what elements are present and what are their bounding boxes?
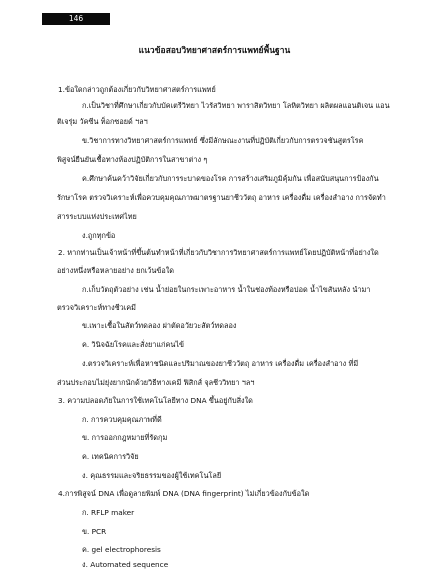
question-1-option-d: ง.ถูกทุกข้อ: [82, 231, 116, 240]
question-3: 3. ความปลอดภัยในการใช้เทคโนโลยีทาง DNA ขึ้นอยู่กับสิ่งใด: [58, 396, 253, 405]
question-2: 2. หากท่านเป็นเจ้าหน้าที่ขึ้นต้นทำหน้าที่เกี่ยวกับวิชาการวิทยาศาสตร์การแพทย์โดยปฏิบัติหน้าที่อย่างใด: [58, 248, 379, 257]
question-2-option-c: ค. วินิจฉัยโรคและสั่งยาแก่คนไข้: [82, 340, 184, 349]
question-1-option-a-cont: ติเจรุ่ม วัคซีน ท็อกซอยด์ ฯลฯ: [57, 117, 148, 126]
question-1: 1.ข้อใดกล่าวถูกต้องเกี่ยวกับวิทยาศาสตร์การแพทย์: [58, 85, 216, 94]
question-4-option-a: ก. RFLP maker: [82, 508, 135, 517]
question-1-option-a: ก.เป็นวิชาที่ศึกษาเกี่ยวกับบัคเตรีวิทยา ไวรัสวิทยา พาราสิตวิทยา โลหิตวิทยา ผลิตผลแอนติเจน แอน: [82, 101, 390, 110]
question-1-option-b: ข.วิชาการทางวิทยาศาสตร์การแพทย์ ซึ่งมีลักษณะงานที่ปฏิบัติเกี่ยวกับการตรวจชันสูตรโรค: [82, 136, 364, 145]
question-4-option-b: ข. PCR: [82, 527, 107, 536]
question-4: 4.การพิสูจน์ DNA เพื่อดูลายพิมพ์ DNA (DNA fingerprint) ไม่เกี่ยวข้องกับข้อใด: [58, 489, 310, 498]
question-2-option-b: ข.เพาะเชื้อในสัตว์ทดลอง ผ่าตัดอวัยวะสัตว์ทดลอง: [82, 321, 237, 330]
page-number-badge: 146: [42, 13, 110, 25]
question-4-option-d: ง. Automated sequence: [82, 560, 169, 569]
question-1-option-c: ค.ศึกษาค้นคว้าวิจัยเกี่ยวกับการระบาดของโรค การสร้างเสริมภูมิคุ้มกัน เพื่อสนับสนุนการป้องกัน: [82, 174, 379, 183]
question-2-option-d-cont: ส่วนประกอบไม่ยุ่งยากนักด้วยวิธีทางเคมี ฟิสิกส์ จุลชีววิทยา ฯลฯ: [57, 378, 255, 387]
question-2-option-d: ง.ตรวจวิเคราะห์เพื่อหาชนิดและปริมาณของยาชีววัตถุ อาหาร เครื่องดื่ม เครื่องสำอาง ที่มี: [82, 359, 359, 368]
question-2-cont: อย่างหนึ่งหรือหลายอย่าง ยกเว้นข้อใด: [57, 266, 175, 275]
question-2-option-a-cont: ตรวจวิเคราะห์ทางชีวเคมี: [57, 303, 136, 312]
question-4-option-c: ค. gel electrophoresis: [82, 545, 161, 554]
question-1-option-c-cont: รักษาโรค ตรวจวิเคราะห์เพื่อควบคุมคุณภาพมาตรฐานยาชีววัตถุ อาหาร เครื่องดื่ม เครื่องสำอาง การจัดทำ: [57, 193, 386, 202]
question-3-option-c: ค. เทคนิคการวิจัย: [82, 452, 139, 461]
question-2-option-a: ก.เก็บวัตถุตัวอย่าง เช่น น้ำย่อยในกระเพาะอาหาร น้ำในช่องท้องหรือปอด น้ำไขสันหลัง นำมา: [82, 285, 371, 294]
question-3-option-d: ง. คุณธรรมและจริยธรรมของผู้ใช้เทคโนโลยี: [82, 471, 222, 480]
question-3-option-b: ข. การออกกฎหมายที่รัดกุม: [82, 433, 168, 442]
question-3-option-a: ก. การควบคุมคุณภาพที่ดี: [82, 415, 162, 424]
question-1-option-b-cont: พิสูจน์ยืนยันเชื้อทางห้องปฏิบัติการในสาขาต่าง ๆ: [57, 155, 208, 164]
page-title: แนวข้อสอบวิทยาศาสตร์การแพทย์พื้นฐาน: [138, 45, 291, 55]
question-1-option-c-cont2: สารระบบแห่งประเทศไทย: [57, 212, 137, 221]
